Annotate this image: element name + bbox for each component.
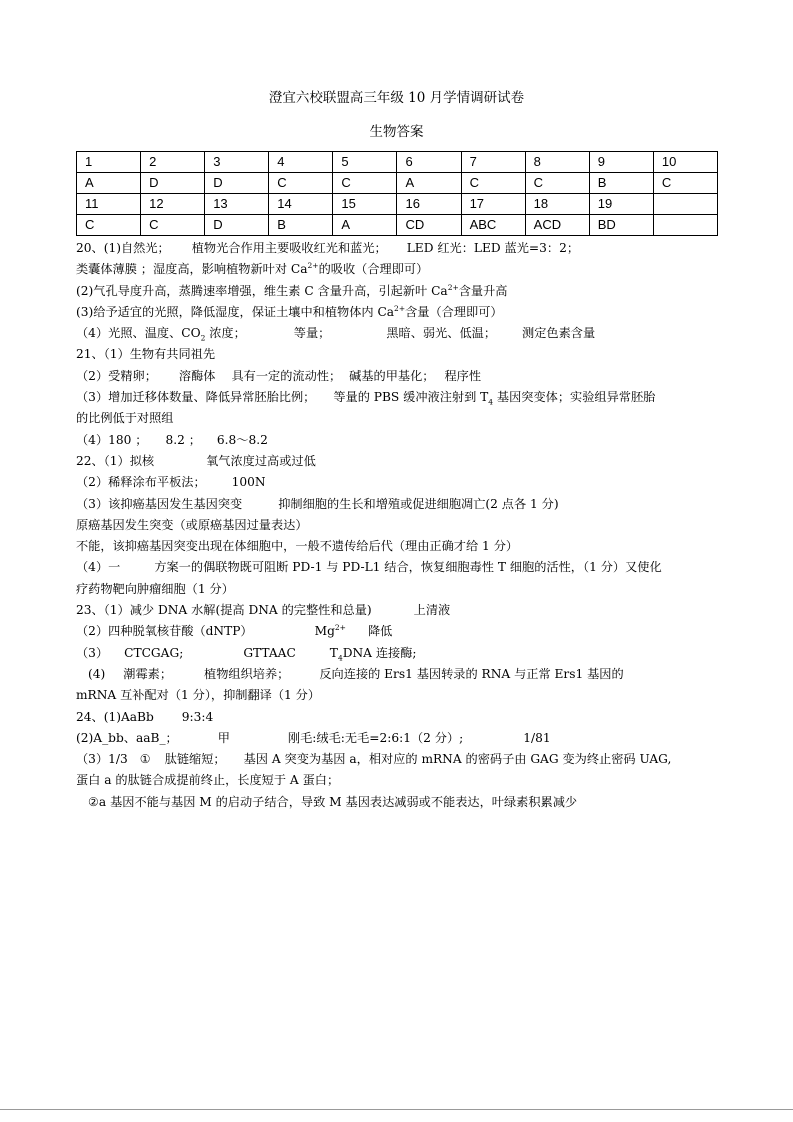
q22-line-1 (76, 451, 726, 472)
text: 测定色素含量 (522, 326, 596, 341)
table-cell: C (77, 215, 141, 236)
q24-line-1 (76, 707, 726, 728)
text: 类囊体薄膜 ；湿度高，影响植物新叶对 Ca (76, 262, 308, 277)
answer-table (76, 151, 718, 236)
q22-line-7 (76, 579, 726, 600)
text: 9:3:4 (181, 709, 214, 724)
table-cell: A (333, 215, 397, 236)
text: 植物组织培养； (204, 666, 290, 681)
text: 降低 (367, 624, 393, 639)
text: 碱基的甲基化； (349, 368, 435, 383)
table-row (77, 173, 718, 194)
table-cell: C (653, 173, 717, 194)
q20-line-5 (76, 323, 726, 344)
superscript: 2+ (307, 261, 319, 271)
text: 的吸收（合理即可） (318, 262, 429, 277)
text: 21、（1）生物有共同祖先 (76, 347, 216, 362)
text: DNA 连接酶; (342, 645, 417, 660)
text: 程序性 (444, 368, 482, 383)
q20-line-3 (76, 281, 726, 302)
text: 含量（合理即可） (405, 304, 503, 319)
q22-line-2 (76, 472, 726, 493)
q20-line-2 (76, 259, 726, 280)
text: 植物光合作用主要吸收红光和蓝光； (191, 241, 387, 255)
table-cell: 2 (141, 152, 205, 173)
text: 抑制细胞的生长和增殖或促进细胞凋亡(2 点各 1 分) (278, 496, 559, 511)
table-cell: D (205, 215, 269, 236)
text: Mg (314, 624, 335, 639)
text: CTCGAG; (124, 645, 184, 660)
table-cell: A (77, 173, 141, 194)
text: （2）受精卵； (76, 368, 157, 383)
superscript: 2+ (394, 303, 406, 313)
q23-line-3 (76, 643, 726, 664)
q23-line-2 (76, 621, 726, 642)
text: （4）一 (76, 560, 121, 575)
table-cell: 11 (77, 194, 141, 215)
table-cell: C (461, 173, 525, 194)
text: 反向连接的 Ers1 基因转录的 RNA 与正常 Ers1 基因的 (319, 666, 624, 681)
text: 甲 (217, 730, 230, 745)
text: GTTAAC (243, 645, 296, 660)
text: 基因 A 突变为基因 a，相对应的 mRNA 的密码子由 GAG 变为终止密码 UAG, (243, 752, 672, 767)
table-cell: 6 (397, 152, 461, 173)
text: (3)给予适宜的光照，降低湿度，保证土壤中和植物体内 Ca (76, 304, 395, 319)
text: 1/81 (523, 730, 551, 745)
text: 6.8～8.2 (216, 432, 268, 447)
table-cell: 4 (269, 152, 333, 173)
text: 上清液 (413, 603, 451, 618)
table-row (77, 194, 718, 215)
text: (2)A_bb、aaB_； (76, 730, 178, 745)
table-cell: ABC (461, 215, 525, 236)
text: 等量的 PBS 缓冲液注射到 T (333, 390, 489, 405)
text: （3） (76, 645, 109, 660)
text: 浓度； (205, 326, 246, 341)
table-row (77, 215, 718, 236)
table-cell: 1 (77, 152, 141, 173)
q24-line-2 (76, 728, 726, 749)
table-cell: B (269, 215, 333, 236)
table-cell: 18 (525, 194, 589, 215)
text: 基因突变体；实验组异常胚胎 (493, 390, 656, 405)
q22-line-3 (76, 494, 726, 515)
text: 具有一定的流动性； (231, 368, 342, 383)
table-cell: D (205, 173, 269, 194)
table-cell: CD (397, 215, 461, 236)
table-cell: 7 (461, 152, 525, 173)
table-cell: 8 (525, 152, 589, 173)
table-cell (653, 215, 717, 236)
text: （2）四种脱氧核苷酸（dNTP） (76, 624, 253, 639)
table-cell: 15 (333, 194, 397, 215)
table-cell: 13 (205, 194, 269, 215)
q21-line-1 (76, 344, 726, 365)
table-cell: 10 (653, 152, 717, 173)
table-cell: 3 (205, 152, 269, 173)
table-cell: BD (589, 215, 653, 236)
text: （4）180 ； (76, 432, 148, 447)
page-subtitle: 生物答案 (369, 124, 424, 140)
table-cell: 19 (589, 194, 653, 215)
text: mRNA 互补配对（1 分），抑制翻译（1 分） (76, 688, 321, 703)
text: 疗药物靶向肿瘤细胞（1 分） (76, 581, 234, 596)
q22-line-6 (76, 557, 726, 578)
table-cell: 16 (397, 194, 461, 215)
q24-line-5 (76, 792, 726, 813)
table-cell: C (269, 173, 333, 194)
text: 100N (231, 475, 266, 490)
text: 蛋白 a 的肽链合成提前终止，长度短于 A 蛋白； (76, 773, 340, 788)
table-cell: 17 (461, 194, 525, 215)
text: 刚毛:绒毛:无毛=2:6:1（2 分）; (287, 730, 464, 745)
subscript: 4 (488, 397, 494, 407)
q21-line-3 (76, 387, 726, 408)
q21-line-2 (76, 366, 726, 387)
text: 23、（1）减少 DNA 水解(提高 DNA 的完整性和总量) (76, 603, 372, 618)
q20-line-4 (76, 302, 726, 323)
table-row (77, 152, 718, 173)
table-cell: C (333, 173, 397, 194)
text: (2)气孔导度升高，蒸腾速率增强，维生素 C 含量升高，引起新叶 Ca (76, 283, 448, 298)
text: LED 红光：LED 蓝光=3：2； (406, 241, 580, 255)
text: 方案一的偶联物既可阻断 PD-1 与 PD-L1 结合，恢复细胞毒性 T 细胞的活性，（1 分）又使化 (154, 560, 662, 575)
q23-line-5 (76, 685, 726, 706)
text: ②a 基因不能与基因 M 的启动子结合，导致 M 基因表达减弱或不能表达，叶绿素积累减少 (88, 794, 578, 809)
text: （4）光照、温度、CO (76, 326, 201, 341)
text: (4) (88, 666, 106, 681)
q23-line-4 (76, 664, 726, 685)
answer-explanations (76, 238, 726, 813)
text: 肽链缩短； (164, 752, 226, 767)
superscript: 2+ (334, 623, 346, 633)
text: 氧气浓度过高或过低 (206, 453, 316, 468)
table-cell: 5 (333, 152, 397, 173)
text: 22、（1）拟核 (76, 453, 155, 468)
text: 含量升高 (458, 283, 508, 298)
q22-line-4 (76, 515, 726, 536)
table-cell: 14 (269, 194, 333, 215)
text: 黑暗、弱光、低温； (386, 326, 497, 341)
table-cell: ACD (525, 215, 589, 236)
page-title: 澄宜六校联盟高三年级 10 月学情调研试卷 (268, 90, 525, 106)
page-bottom-divider (0, 1109, 793, 1110)
subscript: 4 (337, 653, 343, 663)
text: T (329, 645, 338, 660)
q24-line-4 (76, 770, 726, 791)
subscript: 2 (200, 333, 206, 343)
table-cell: D (141, 173, 205, 194)
superscript: 2+ (447, 282, 459, 292)
q20-line-1 (76, 238, 726, 259)
text: 原癌基因发生突变（或原癌基因过量表达） (76, 517, 308, 532)
q22-line-5 (76, 536, 726, 557)
text: 8.2 ； (165, 432, 201, 447)
text: （3）该抑癌基因发生基因突变 (76, 496, 243, 511)
q21-line-4 (76, 408, 726, 429)
table-cell: A (397, 173, 461, 194)
table-cell: C (525, 173, 589, 194)
text: ① (139, 752, 151, 767)
text: 潮霉素； (123, 666, 173, 681)
text: 等量； (293, 326, 331, 341)
table-cell (653, 194, 717, 215)
text: （3）增加迁移体数量、降低异常胚胎比例； (76, 390, 316, 405)
text: 的比例低于对照组 (76, 411, 174, 426)
text: 溶酶体 (178, 368, 216, 383)
text: 20、(1)自然光； (76, 241, 170, 255)
q24-line-3 (76, 749, 726, 770)
q21-line-5 (76, 430, 726, 451)
table-cell: C (141, 215, 205, 236)
table-cell: B (589, 173, 653, 194)
text: 24、(1)AaBb (76, 709, 154, 724)
text: （3）1/3 (76, 752, 128, 767)
text: （2）稀释涂布平板法； (76, 475, 206, 490)
q23-line-1 (76, 600, 726, 621)
text: 不能，该抑癌基因突变出现在体细胞中，一般不遗传给后代（理由正确才给 1 分） (76, 539, 519, 554)
table-cell: 9 (589, 152, 653, 173)
table-cell: 12 (141, 194, 205, 215)
